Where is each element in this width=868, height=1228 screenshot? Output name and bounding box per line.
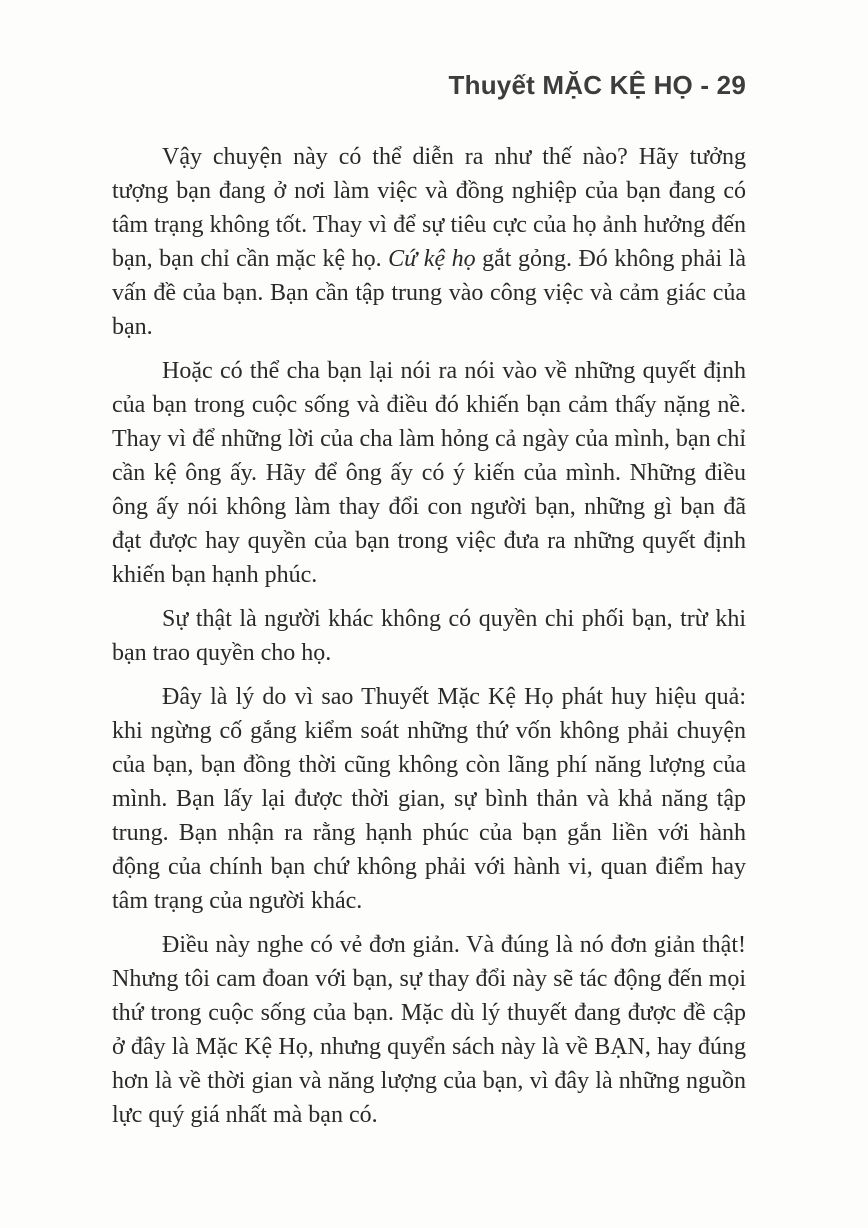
paragraph-5: Điều này nghe có vẻ đơn giản. Và đúng là nó đơn giản thật! Nhưng tôi cam đoan với bạn, sự thay đổi này sẽ tác động đến mọi thứ trong cuộc sống của bạn. Mặc dù lý thuyết đang được đề cập ở đây là Mặc Kệ Họ, nhưng quyển sách này là về BẠN, hay đúng hơn là về thời gian và năng lượng của bạn, vì đây là những nguồn lực quý giá nhất mà bạn có. bbox=[112, 932, 746, 1128]
paragraph-1 bbox=[112, 140, 746, 344]
paragraph-1-text-before: Vậy chuyện này có thể diễn ra như thế nào? Hãy tưởng tượng bạn đang ở nơi làm việc và đồng nghiệp của bạn đang có tâm trạng không tốt. Thay vì để sự tiêu cực của họ ảnh hưởng đến bạn, bạn chỉ cần mặc kệ họ. bbox=[112, 144, 746, 272]
paragraph-1-italic-phrase: Cứ kệ họ bbox=[388, 246, 476, 272]
paragraph-4: Đây là lý do vì sao Thuyết Mặc Kệ Họ phát huy hiệu quả: khi ngừng cố gắng kiểm soát những thứ vốn không phải chuyện của bạn, bạn đồng thời cũng không còn lãng phí năng lượng của mình. Bạn lấy lại được thời gian, sự bình thản và khả năng tập trung. Bạn nhận ra rằng hạnh phúc của bạn gắn liền với hành động của chính bạn chứ không phải với hành vi, quan điểm hay tâm trạng của người khác. bbox=[112, 684, 746, 914]
paragraph-3: Sự thật là người khác không có quyền chi phối bạn, trừ khi bạn trao quyền cho họ. bbox=[112, 606, 746, 666]
paragraph-1-text-after: gắt gỏng. Đó không phải là vấn đề của bạn. Bạn cần tập trung vào công việc và cảm giác của bạn. bbox=[112, 246, 746, 340]
page-body-text bbox=[112, 140, 746, 1132]
running-header: Thuyết MẶC KỆ HỌ - 29 bbox=[448, 70, 746, 100]
paragraph-2: Hoặc có thể cha bạn lại nói ra nói vào về những quyết định của bạn trong cuộc sống và điều đó khiến bạn cảm thấy nặng nề. Thay vì để những lời của cha làm hỏng cả ngày của mình, bạn chỉ cần kệ ông ấy. Hãy để ông ấy có ý kiến của mình. Những điều ông ấy nói không làm thay đổi con người bạn, những gì bạn đã đạt được hay quyền của bạn trong việc đưa ra những quyết định khiến bạn hạnh phúc. bbox=[112, 358, 746, 588]
